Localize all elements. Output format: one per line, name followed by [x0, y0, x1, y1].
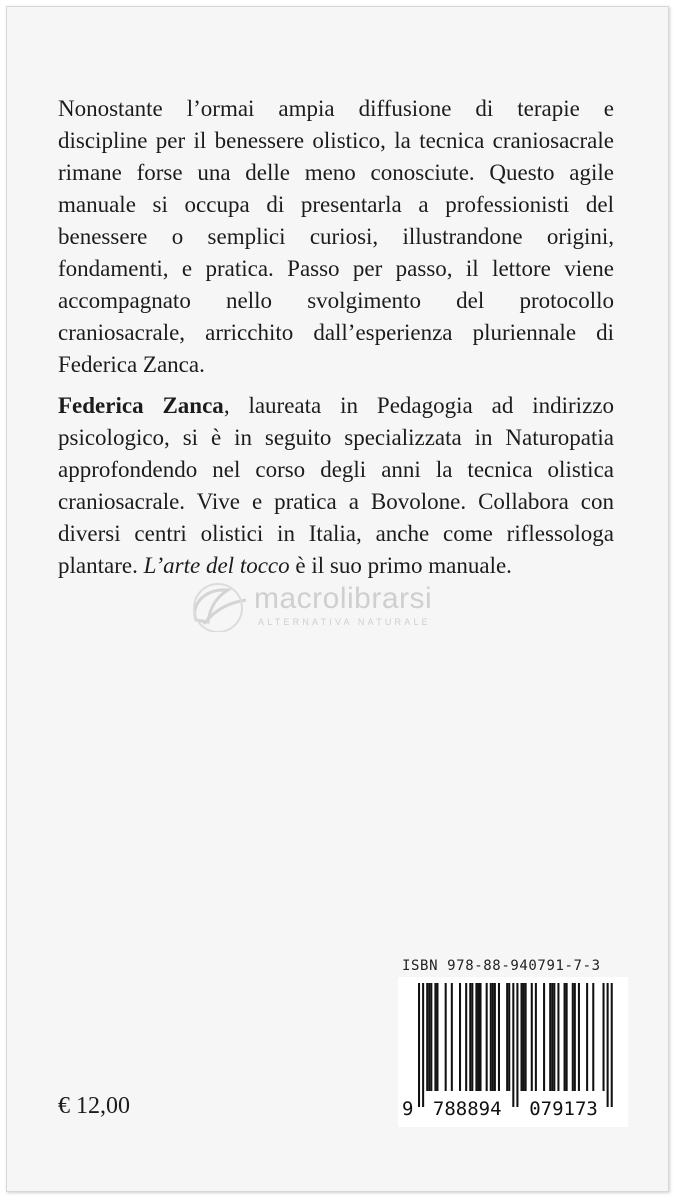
barcode-bar	[523, 983, 525, 1091]
barcode-bar	[572, 983, 574, 1091]
barcode-bar	[459, 983, 461, 1091]
barcode-bar	[535, 983, 537, 1091]
barcode-bar	[549, 983, 551, 1091]
barcode-bar	[506, 983, 508, 1091]
barcode-bar	[494, 983, 496, 1091]
barcode-bar	[451, 983, 453, 1091]
watermark-name: macrolibrarsi	[254, 582, 433, 615]
synopsis-line: manuale si occupa di presentarla a professionisti del	[58, 192, 614, 217]
leaf-logo-icon	[188, 582, 248, 632]
barcode-bar	[434, 983, 436, 1091]
barcode-bar	[603, 983, 605, 1091]
barcode-bar	[551, 983, 553, 1091]
barcode-bar	[607, 983, 609, 1107]
synopsis-line: Nonostante l’ormai ampia diffusione di terapie e	[58, 96, 614, 121]
barcode-bar	[426, 983, 428, 1091]
barcode-bar	[564, 983, 566, 1091]
barcode-bar	[516, 983, 518, 1107]
synopsis-line: accompagnato nello svolgimento del protocollo	[58, 288, 614, 313]
author-bio-line	[58, 550, 614, 582]
author-bio-line	[58, 390, 614, 422]
isbn-label: ISBN 978-88-940791-7-3	[402, 958, 601, 974]
barcode-bar	[531, 983, 533, 1091]
synopsis-line: rimane forse una delle meno conosciute. Questo agile	[58, 160, 614, 185]
barcode	[398, 977, 628, 1127]
barcode-bar	[475, 983, 477, 1091]
synopsis-line: craniosacrale, arricchito dall’esperienza pluriennale di	[58, 320, 614, 345]
author-bio-text: è il suo primo manuale.	[289, 553, 512, 578]
barcode-bar	[508, 983, 510, 1091]
barcode-digits: 788894	[432, 1098, 502, 1120]
barcode-bar	[430, 983, 432, 1091]
barcode-bar	[512, 983, 514, 1107]
barcode-bar	[490, 983, 492, 1091]
barcode-bar	[498, 983, 500, 1091]
author-bio-line: craniosacrale. Vive e pratica a Bovolone. Collabora con	[58, 489, 614, 514]
barcode-digits: 9	[402, 1098, 414, 1120]
barcode-bars	[398, 977, 628, 1127]
barcode-bar	[553, 983, 555, 1091]
barcode-bar	[492, 983, 494, 1091]
barcode-bar	[418, 983, 420, 1107]
barcode-bar	[428, 983, 430, 1091]
book-title: L’arte del tocco	[143, 553, 290, 578]
synopsis-line: fondamenti, e pratica. Passo per passo, il lettore viene	[58, 256, 614, 281]
author-bio-text: plantare.	[58, 553, 144, 578]
price: € 12,00	[58, 1093, 130, 1119]
synopsis-paragraph	[58, 93, 614, 381]
author-bio-line: approfondendo nel corso degli anni la tecnica olistica	[58, 457, 614, 482]
synopsis-line: benessere o semplici curiosi, illustrandone origini,	[58, 224, 614, 249]
author-bio-line: psicologico, si è in seguito specializzata in Naturopatia	[58, 425, 614, 450]
barcode-bar	[543, 983, 545, 1091]
barcode-bar	[557, 983, 559, 1091]
barcode-bar	[422, 983, 424, 1107]
barcode-bar	[586, 983, 588, 1091]
synopsis-line: discipline per il benessere olistico, la tecnica craniosacrale	[58, 128, 614, 153]
author-bio-line: diversi centri olistici in Italia, anche come riflessologa	[58, 521, 614, 546]
barcode-bar	[486, 983, 488, 1091]
barcode-bar	[477, 983, 479, 1091]
watermark-tagline: ALTERNATIVA NATURALE	[258, 617, 431, 627]
barcode-bar	[471, 983, 473, 1091]
barcode-bar	[465, 983, 467, 1091]
author-bio-text: , laureata in Pedagogia ad indirizzo	[223, 393, 614, 418]
barcode-bar	[578, 983, 580, 1091]
barcode-bar	[525, 983, 527, 1091]
barcode-bar	[480, 983, 482, 1091]
barcode-digits: 079173	[529, 1098, 598, 1120]
synopsis-line: Federica Zanca.	[58, 352, 205, 377]
barcode-bar	[611, 983, 613, 1107]
barcode-bar	[469, 983, 471, 1091]
author-bio-paragraph	[58, 390, 614, 582]
barcode-bar	[445, 983, 447, 1091]
barcode-bar	[592, 983, 594, 1091]
watermark	[188, 582, 498, 642]
barcode-bar	[521, 983, 523, 1091]
barcode-bar	[566, 983, 568, 1091]
barcode-bar	[574, 983, 576, 1091]
author-name: Federica Zanca	[58, 393, 224, 418]
barcode-bar	[436, 983, 438, 1091]
